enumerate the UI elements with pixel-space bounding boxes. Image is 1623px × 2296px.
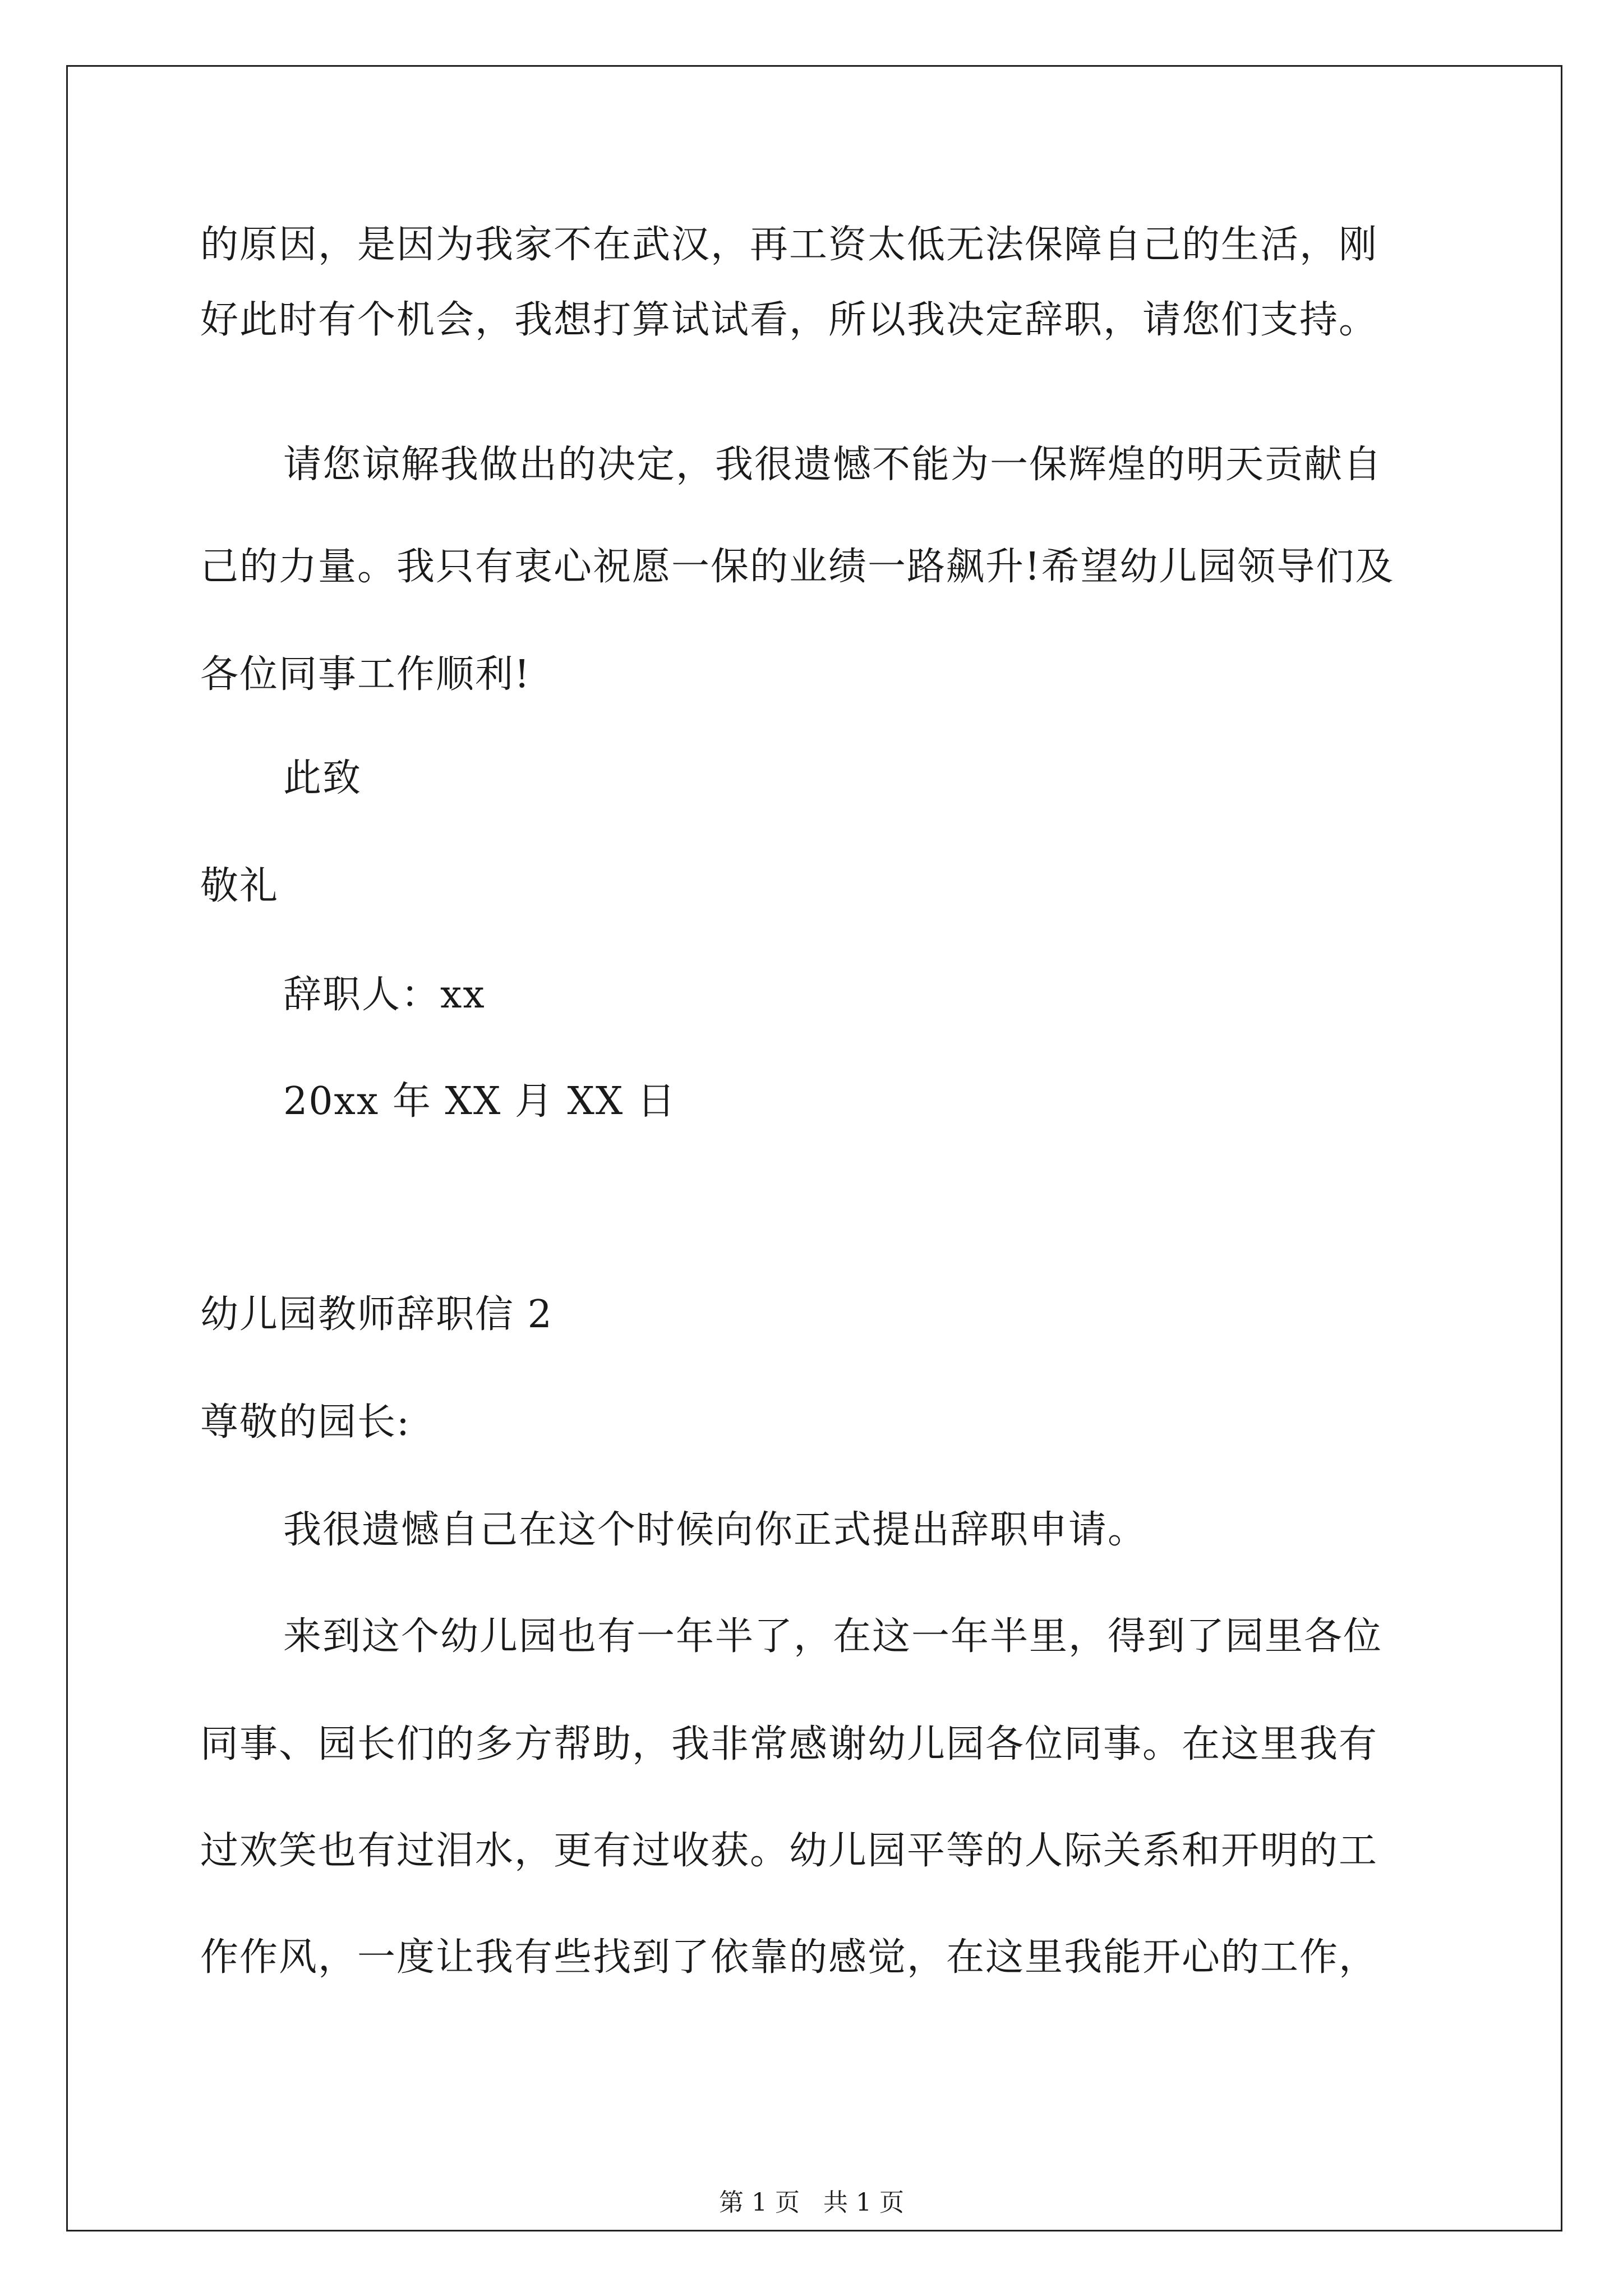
body-line: 我很遗憾自己在这个时候向你正式提出辞职申请。 bbox=[283, 1508, 1147, 1552]
closing-regards: 敬礼 bbox=[200, 864, 279, 908]
body-line: 作作风，一度让我有些找到了依靠的感觉，在这里我能开心的工作， bbox=[200, 1935, 1378, 1980]
body-line: 各位同事工作顺利! bbox=[200, 652, 531, 697]
letter-greeting: 尊敬的园长: bbox=[200, 1400, 411, 1444]
body-line: 请您谅解我做出的决定，我很遗憾不能为一保辉煌的明天贡献自 bbox=[283, 443, 1383, 487]
body-line: 过欢笑也有过泪水，更有过收获。幼儿园平等的人际关系和开明的工 bbox=[200, 1829, 1378, 1873]
page-border bbox=[66, 65, 1562, 2231]
body-line: 来到这个幼儿园也有一年半了，在这一年半里，得到了园里各位 bbox=[283, 1614, 1383, 1659]
body-line: 好此时有个机会，我想打算试试看，所以我决定辞职，请您们支持。 bbox=[200, 298, 1378, 342]
body-line: 的原因，是因为我家不在武汉，再工资太低无法保障自己的生活，刚 bbox=[200, 223, 1378, 267]
section-title: 幼儿园教师辞职信 2 bbox=[200, 1292, 553, 1337]
body-line: 己的力量。我只有衷心祝愿一保的业绩一路飙升!希望幼儿园领导们及 bbox=[200, 545, 1395, 589]
page-footer: 第 1 页 共 1 页 bbox=[719, 2188, 904, 2217]
signature-date: 20xx 年 XX 月 XX 日 bbox=[283, 1079, 676, 1124]
body-line: 同事、园长们的多方帮助，我非常感谢幼儿园各位同事。在这里我有 bbox=[200, 1722, 1378, 1766]
signature-name: 辞职人：xx bbox=[283, 973, 486, 1017]
closing-salutation: 此致 bbox=[283, 756, 362, 800]
